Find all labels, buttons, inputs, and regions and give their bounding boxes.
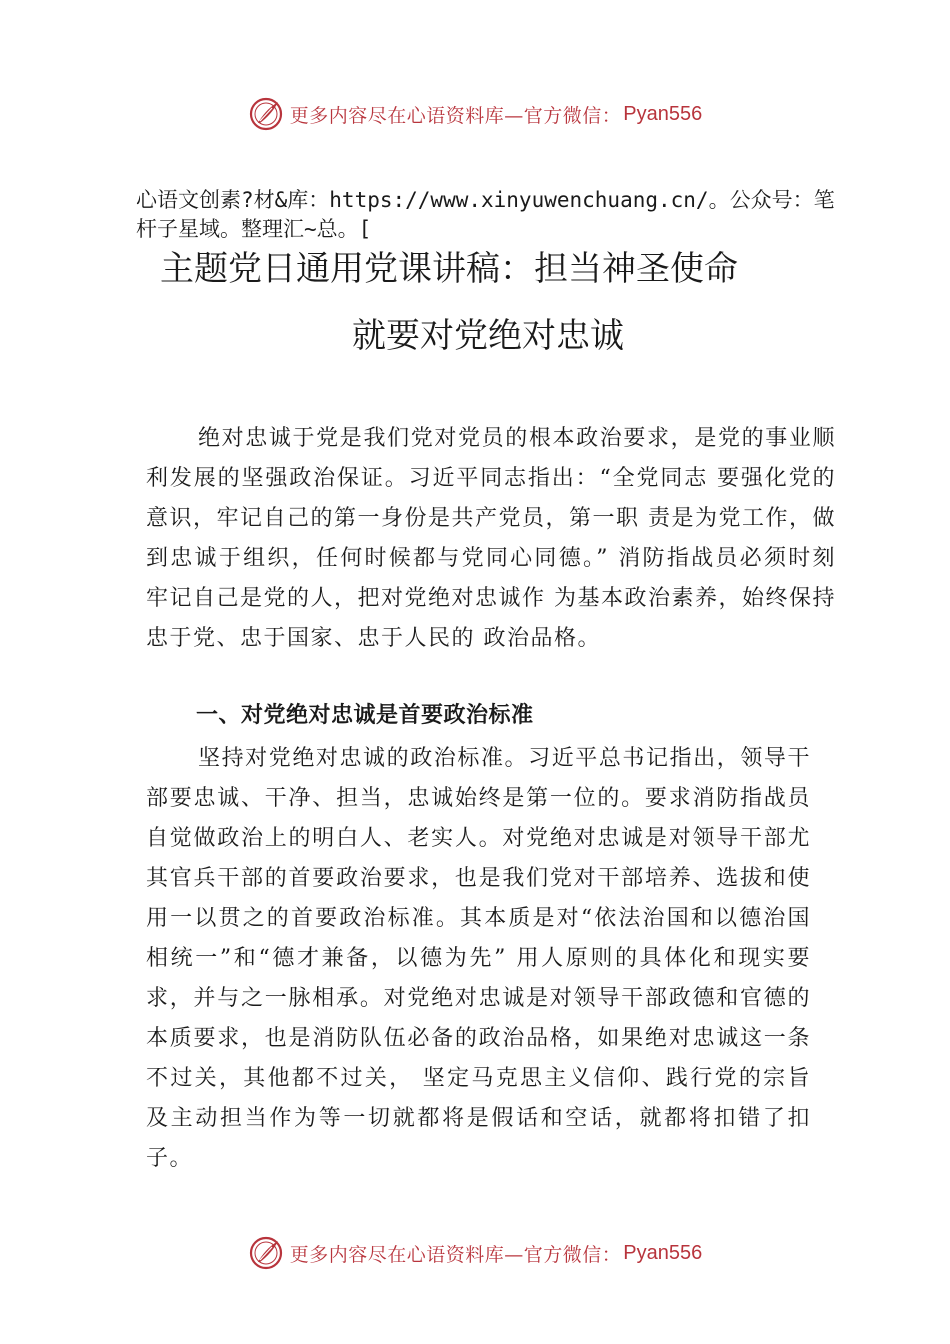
source-note: 心语文创素?材&库：https://www.xinyuwenchuang.cn/。公众号：笔杆子星域。整理汇~总。[ [136,188,835,241]
watermark-banner-top [0,89,950,139]
watermark-banner-text: 更多内容尽在心语资料库—官方微信： [289,104,622,127]
feather-pen-logo-icon [248,1235,284,1271]
section-1-paragraph: 坚持对党绝对忠诚的政治标准。习近平总书记指出，领导干部要忠诚、干净、担当，忠诚始终是第一位的。要求消防指战员自觉做政治上的明白人、老实人。对党绝对忠诚是对领导干部尤其官兵干部的首要政治要求，也是我们党对干部培养、选拔和使用一以贯之的首要政治标准。其本质是对“依法治国和以德治国相统一”和“德才兼备，以德为先” 用人原则的具体化和现实要求，并与之一脉相承。对党绝对忠诚是对领导干部政德和官德的本质要求，也是消防队伍必备的政治品格，如果绝对忠诚这一条不过关，其他都不过关， 坚定马克思主义信仰、践行党的宗旨及主动担当作为等一切就都将是假话和空话，就都将扣错了扣子。 [146,746,811,1171]
watermark-banner-text: 更多内容尽在心语资料库—官方微信： [289,1243,622,1266]
section-1-heading: 一、对党绝对忠诚是首要政治标准 [196,703,534,728]
watermark-banner-bottom [0,1228,950,1278]
intro-paragraph: 绝对忠诚于党是我们党对党员的根本政治要求，是党的事业顺利发展的坚强政治保证。习近平同志指出：“全党同志 要强化党的意识，牢记自己的第一身份是共产党员，第一职 责是为党工作，做到忠诚于组织，任何时候都与党同心同德。” 消防指战员必须时刻牢记自己是党的人，把对党绝对忠诚作 为基本政治素养，始终保持忠于党、忠于国家、忠于人民的 政治品格。 [146,426,836,651]
feather-pen-logo-icon [248,96,284,132]
watermark-wechat-id: Pyan556 [623,102,703,125]
document-title-line-1: 主题党日通用党课讲稿：担当神圣使命 [160,249,738,289]
watermark-wechat-id: Pyan556 [623,1241,703,1264]
document-title-line-2: 就要对党绝对忠诚 [352,316,624,356]
